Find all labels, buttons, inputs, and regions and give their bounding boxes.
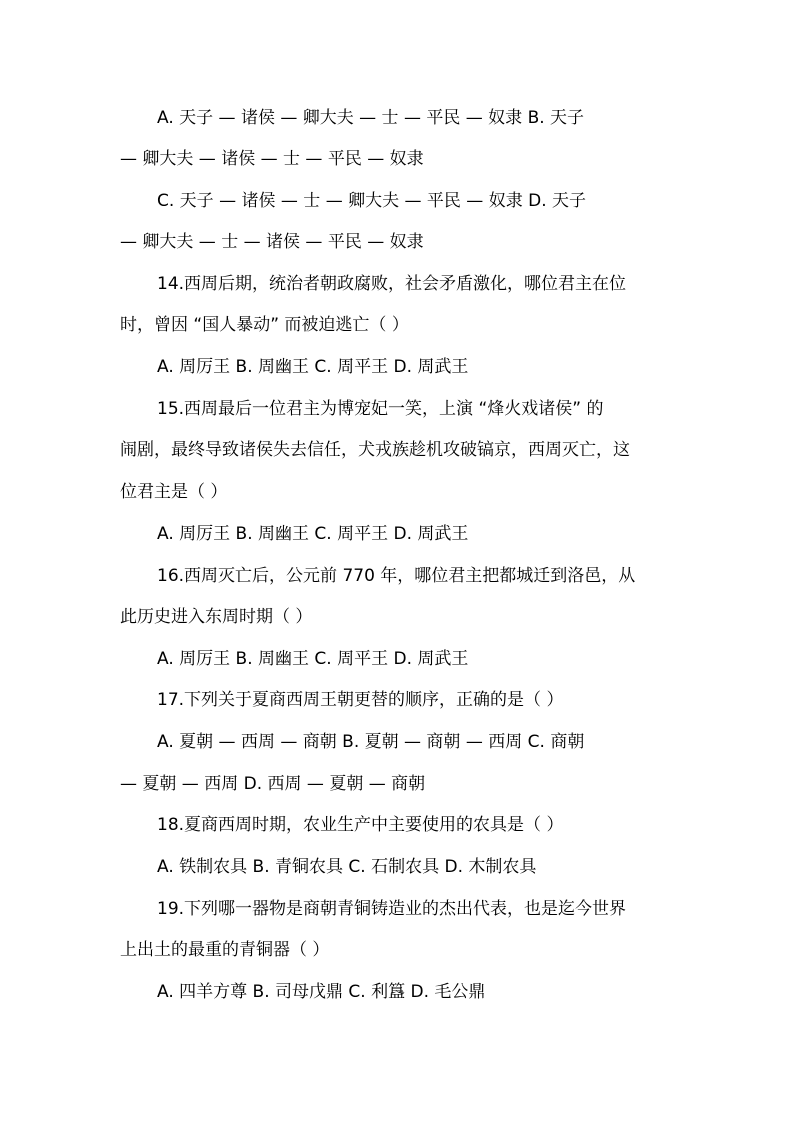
question-14-line-2: 时，曾因 “国人暴动” 而被迫逃亡（ ）: [120, 315, 409, 335]
question-15-options: A. 周厉王 B. 周幽王 C. 周平王 D. 周武王: [157, 524, 469, 544]
question-17-options-line-1: A. 夏朝 — 西周 — 商朝 B. 夏朝 — 商朝 — 西周 C. 商朝: [157, 732, 585, 752]
question-17-options-line-2: — 夏朝 — 西周 D. 西周 — 夏朝 — 商朝: [120, 774, 426, 794]
question-14-line-1: 14.西周后期，统治者朝政腐败，社会矛盾激化，哪位君主在位: [157, 274, 627, 294]
question-16-line-2: 此历史进入东周时期（ ）: [120, 607, 313, 627]
question-19-line-2: 上出土的最重的青铜器（ ）: [120, 940, 330, 960]
question-19-line-1: 19.下列哪一器物是商朝青铜铸造业的杰出代表，也是迄今世界: [157, 899, 627, 919]
option-line-q13-d-cont: — 卿大夫 — 士 — 诸侯 — 平民 — 奴隶: [120, 232, 424, 252]
question-17-line-1: 17.下列关于夏商西周王朝更替的顺序，正确的是（ ）: [157, 690, 564, 710]
question-15-line-3: 位君主是（ ）: [120, 482, 228, 502]
question-18-line-1: 18.夏商西周时期，农业生产中主要使用的农具是（ ）: [157, 815, 564, 835]
option-line-q13-ab: A. 天子 — 诸侯 — 卿大夫 — 士 — 平民 — 奴隶 B. 天子: [157, 108, 585, 128]
question-15-line-1: 15.西周最后一位君主为博宠妃一笑，上演 “烽火戏诸侯” 的: [157, 399, 604, 419]
question-19-options: A. 四羊方尊 B. 司母戊鼎 C. 利簋 D. 毛公鼎: [157, 982, 486, 1002]
question-15-line-2: 闹剧，最终导致诸侯失去信任，犬戎族趁机攻破镐京，西周灭亡，这: [120, 440, 630, 460]
question-16-line-1: 16.西周灭亡后，公元前 770 年，哪位君主把都城迁到洛邑，从: [157, 566, 636, 586]
option-line-q13-b-cont: — 卿大夫 — 诸侯 — 士 — 平民 — 奴隶: [120, 149, 424, 169]
question-14-options: A. 周厉王 B. 周幽王 C. 周平王 D. 周武王: [157, 357, 469, 377]
question-18-options: A. 铁制农具 B. 青铜农具 C. 石制农具 D. 木制农具: [157, 857, 537, 877]
option-line-q13-cd: C. 天子 — 诸侯 — 士 — 卿大夫 — 平民 — 奴隶 D. 天子: [157, 191, 587, 211]
question-16-options: A. 周厉王 B. 周幽王 C. 周平王 D. 周武王: [157, 649, 469, 669]
